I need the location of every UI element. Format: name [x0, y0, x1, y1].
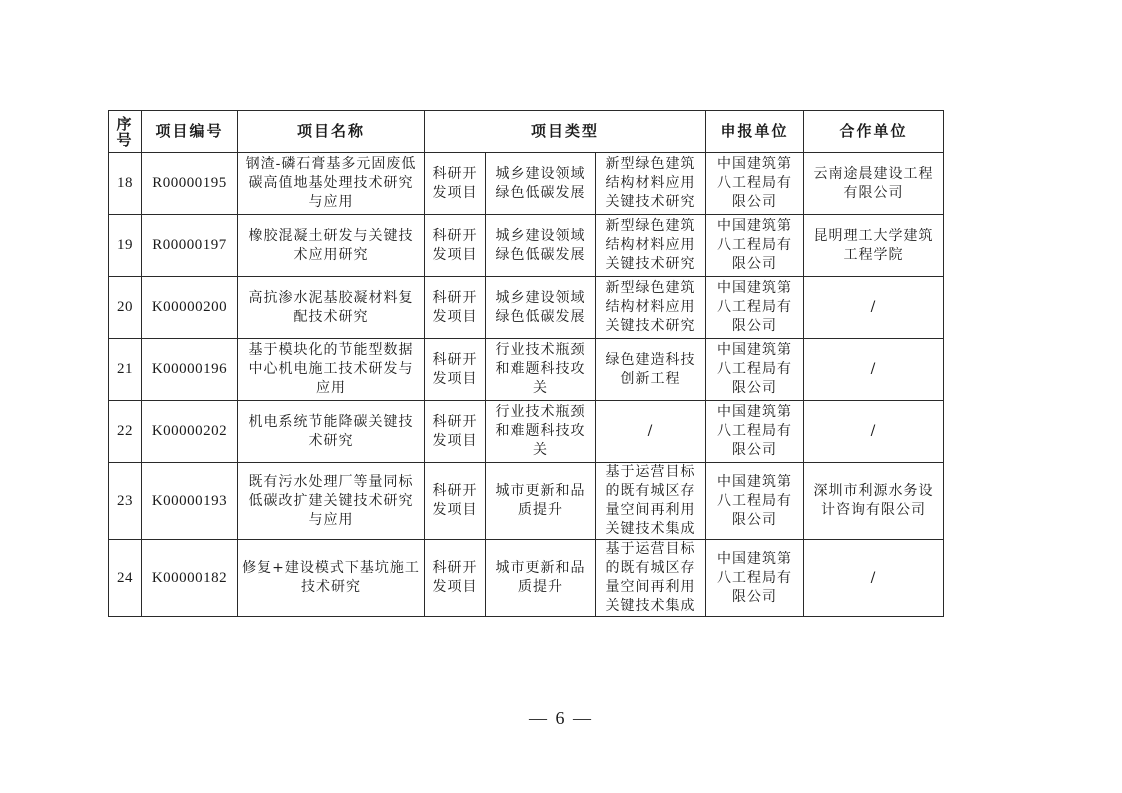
cell-name: 修复+建设模式下基坑施工技术研究 [238, 540, 425, 617]
cell-type-field: 城市更新和品质提升 [486, 540, 596, 617]
cell-code: K00000182 [142, 540, 238, 617]
cell-type-direction: / [596, 401, 706, 463]
cell-type-field: 城市更新和品质提升 [486, 463, 596, 540]
cell-code: R00000197 [142, 215, 238, 277]
cell-seq: 19 [109, 215, 142, 277]
projects-table [108, 110, 944, 617]
cell-seq: 23 [109, 463, 142, 540]
cell-type-direction: 绿色建造科技创新工程 [596, 339, 706, 401]
cell-code: K00000196 [142, 339, 238, 401]
cell-code: R00000195 [142, 153, 238, 215]
header-name: 项目名称 [238, 111, 425, 153]
cell-type-category: 科研开发项目 [425, 153, 486, 215]
cell-coop: 云南途晨建设工程有限公司 [804, 153, 944, 215]
cell-coop: / [804, 401, 944, 463]
cell-coop: / [804, 339, 944, 401]
table-row [109, 339, 944, 401]
cell-name: 基于模块化的节能型数据中心机电施工技术研发与应用 [238, 339, 425, 401]
cell-coop: 深圳市利源水务设计咨询有限公司 [804, 463, 944, 540]
cell-type-category: 科研开发项目 [425, 401, 486, 463]
cell-name: 高抗渗水泥基胶凝材料复配技术研究 [238, 277, 425, 339]
cell-type-category: 科研开发项目 [425, 339, 486, 401]
header-code: 项目编号 [142, 111, 238, 153]
cell-type-field: 城乡建设领域绿色低碳发展 [486, 277, 596, 339]
cell-name: 既有污水处理厂等量同标低碳改扩建关键技术研究与应用 [238, 463, 425, 540]
cell-code: K00000202 [142, 401, 238, 463]
cell-unit: 中国建筑第八工程局有限公司 [706, 215, 804, 277]
cell-name: 钢渣-磷石膏基多元固废低碳高值地基处理技术研究与应用 [238, 153, 425, 215]
cell-type-field: 城乡建设领域绿色低碳发展 [486, 215, 596, 277]
cell-unit: 中国建筑第八工程局有限公司 [706, 277, 804, 339]
cell-seq: 18 [109, 153, 142, 215]
cell-type-category: 科研开发项目 [425, 540, 486, 617]
header-seq: 序号 [109, 111, 142, 153]
cell-type-direction: 新型绿色建筑结构材料应用关键技术研究 [596, 277, 706, 339]
cell-type-category: 科研开发项目 [425, 277, 486, 339]
cell-unit: 中国建筑第八工程局有限公司 [706, 463, 804, 540]
page-number: — 6 — [529, 708, 593, 728]
cell-type-direction: 基于运营目标的既有城区存量空间再利用关键技术集成 [596, 463, 706, 540]
cell-seq: 22 [109, 401, 142, 463]
cell-unit: 中国建筑第八工程局有限公司 [706, 401, 804, 463]
cell-unit: 中国建筑第八工程局有限公司 [706, 540, 804, 617]
cell-code: K00000200 [142, 277, 238, 339]
cell-type-direction: 新型绿色建筑结构材料应用关键技术研究 [596, 215, 706, 277]
table-row [109, 153, 944, 215]
cell-type-direction: 新型绿色建筑结构材料应用关键技术研究 [596, 153, 706, 215]
table-header-row [109, 111, 944, 153]
cell-name: 橡胶混凝土研发与关键技术应用研究 [238, 215, 425, 277]
cell-code: K00000193 [142, 463, 238, 540]
cell-type-field: 行业技术瓶颈和难题科技攻关 [486, 401, 596, 463]
cell-type-field: 城乡建设领域绿色低碳发展 [486, 153, 596, 215]
header-type: 项目类型 [425, 111, 706, 153]
cell-coop: / [804, 540, 944, 617]
cell-seq: 20 [109, 277, 142, 339]
header-unit: 申报单位 [706, 111, 804, 153]
cell-name: 机电系统节能降碳关键技术研究 [238, 401, 425, 463]
cell-type-direction: 基于运营目标的既有城区存量空间再利用关键技术集成 [596, 540, 706, 617]
table-row [109, 277, 944, 339]
cell-coop: / [804, 277, 944, 339]
cell-type-field: 行业技术瓶颈和难题科技攻关 [486, 339, 596, 401]
cell-type-category: 科研开发项目 [425, 215, 486, 277]
table-row [109, 463, 944, 540]
table-row [109, 401, 944, 463]
table-row [109, 215, 944, 277]
header-coop: 合作单位 [804, 111, 944, 153]
cell-seq: 21 [109, 339, 142, 401]
table-row [109, 540, 944, 617]
cell-unit: 中国建筑第八工程局有限公司 [706, 339, 804, 401]
cell-coop: 昆明理工大学建筑工程学院 [804, 215, 944, 277]
cell-seq: 24 [109, 540, 142, 617]
cell-type-category: 科研开发项目 [425, 463, 486, 540]
cell-unit: 中国建筑第八工程局有限公司 [706, 153, 804, 215]
